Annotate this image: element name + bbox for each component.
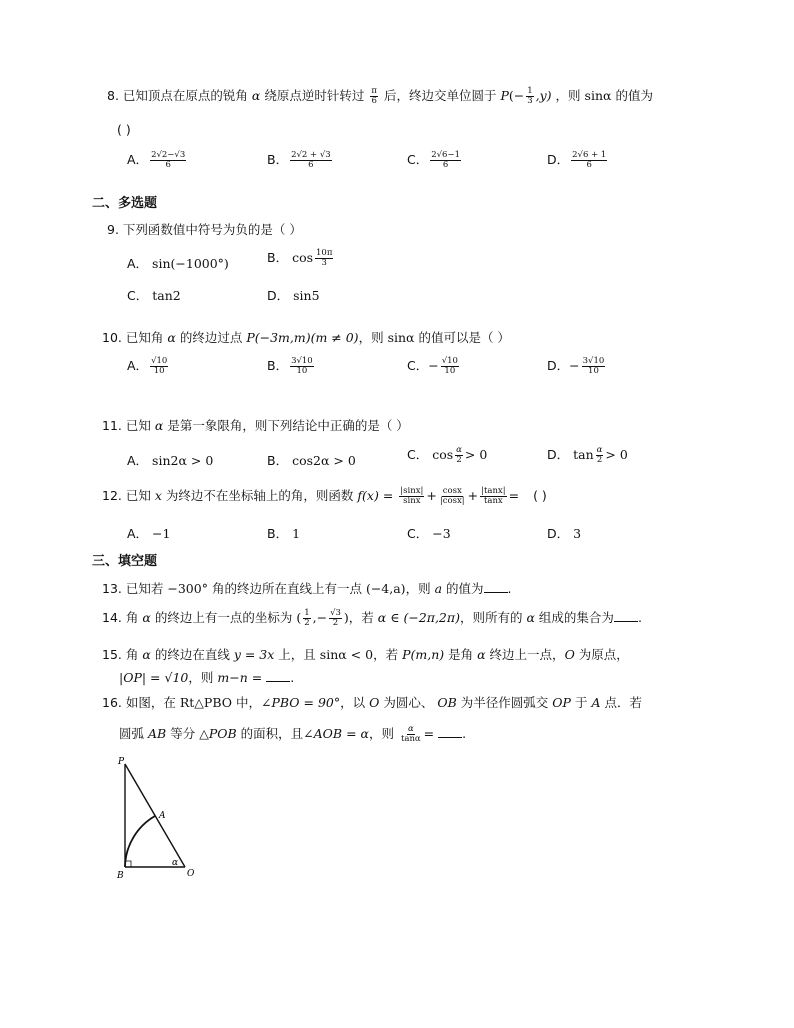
question-10: 10. 已知角 α 的终边过点 P(−3m,m)(m ≠ 0)，则 sinα 的值可以是（ ） bbox=[102, 330, 510, 345]
option-c[interactable]: C． tan2 bbox=[127, 288, 181, 303]
question-16: 16. 如图，在 Rt△PBO 中，∠PBO = 90°，以 O 为圆心、 OB 为半径作圆弧交 OP 于 A 点．若 bbox=[102, 695, 642, 710]
option-c[interactable]: C． −3 bbox=[407, 526, 451, 541]
option-d[interactable]: D． sin5 bbox=[267, 288, 320, 303]
label-a: A bbox=[159, 811, 166, 821]
label-o: O bbox=[187, 869, 195, 879]
geometry-figure bbox=[114, 754, 204, 882]
option-d[interactable]: D． tan $\frac{\alpha}{2}$ > 0 bbox=[547, 445, 628, 465]
question-11: 11. 已知 α 是第一象限角，则下列结论中正确的是（ ） bbox=[102, 418, 409, 433]
option-a[interactable]: A． sin(−1000°) bbox=[127, 256, 229, 271]
label-p: P bbox=[118, 757, 125, 767]
question-number: 8. bbox=[107, 88, 119, 103]
option-a[interactable]: A． $\frac{√10}{10}$ bbox=[127, 356, 168, 376]
option-b[interactable]: B． cos $\frac{10\pi}{3}$ bbox=[267, 248, 333, 268]
question-15: 15. 角 α 的终边在直线 y = 3x 上，且 sinα < 0，若 P(m,n) 是角 α 终边上一点，O 为原点， bbox=[102, 647, 629, 662]
option-d[interactable]: D． 3 bbox=[547, 526, 582, 541]
option-d[interactable]: D．− $\frac{3√10}{10}$ bbox=[547, 356, 605, 376]
section-heading: 三、填空题 bbox=[92, 554, 158, 569]
label-alpha: α bbox=[172, 858, 179, 868]
option-a[interactable]: A． $\frac{2√2-√3}{6}$ bbox=[127, 150, 186, 170]
question-13: 13. 已知若 −300° 角的终边所在直线上有一点 (−4,a)，则 a 的值为 . bbox=[102, 581, 512, 596]
option-b[interactable]: B． $\frac{3√10}{10}$ bbox=[267, 356, 313, 376]
question-15-line-2: |OP| = √10，则 m−n = . bbox=[119, 670, 295, 685]
answer-blank[interactable] bbox=[614, 611, 638, 622]
question-16-line-2: 圆弧 AB 等分 △POB 的面积，且∠AOB = α，则 $\frac{\alpha}{\tan\alpha}$ = . bbox=[119, 724, 467, 744]
answer-blank[interactable] bbox=[438, 727, 462, 738]
segment-po bbox=[125, 764, 185, 867]
answer-blank[interactable] bbox=[484, 582, 508, 593]
question-8: 8. 已知顶点在原点的锐角 α 绕原点逆时针转过 $\frac{\pi}{6}$ 后，终边交单位圆于 P(− $\frac{1}{3}$ ,y) ，则 sinα 的值为 bbox=[107, 86, 653, 106]
answer-parentheses: ( ) bbox=[117, 122, 131, 137]
arc-ab bbox=[125, 816, 155, 867]
question-14: 14. 角 α 的终边上有一点的坐标为 ( $\frac{1}{2}$ ,− $\frac{√3}{2}$ )，若 α ∈ (−2π,2π)，则所有的 α 组成的集合为 . bbox=[102, 608, 642, 628]
option-a[interactable]: A． −1 bbox=[127, 526, 171, 541]
option-b[interactable]: B． $\frac{2√2 + √3}{6}$ bbox=[267, 150, 331, 170]
answer-blank[interactable] bbox=[266, 671, 290, 682]
rotation-fraction: $\frac{\pi}{6}$ bbox=[371, 86, 377, 106]
question-9: 9. 下列函数值中符号为负的是（ ） bbox=[107, 222, 302, 237]
option-c[interactable]: C． $\frac{2√6-1}{6}$ bbox=[407, 150, 460, 170]
option-d[interactable]: D． $\frac{2√6 + 1}{6}$ bbox=[547, 150, 607, 170]
option-b[interactable]: B． 1 bbox=[267, 526, 301, 541]
option-b[interactable]: B． cos2α > 0 bbox=[267, 453, 356, 468]
option-a[interactable]: A． sin2α > 0 bbox=[127, 453, 214, 468]
section-heading: 二、多选题 bbox=[92, 196, 158, 211]
label-b: B bbox=[117, 871, 124, 881]
question-12: 12. 已知 x 为终边不在坐标轴上的角，则函数 f(x) = $\frac{|\sin x|}{\sin x}$ + $\frac{\cos x}{|\cos x|}$ + $\frac{|\tan x|}{\tan x}$ = ( ) bbox=[102, 486, 547, 506]
option-c[interactable]: C．− $\frac{√10}{10}$ bbox=[407, 356, 458, 376]
option-c[interactable]: C． cos $\frac{\alpha}{2}$ > 0 bbox=[407, 445, 488, 465]
